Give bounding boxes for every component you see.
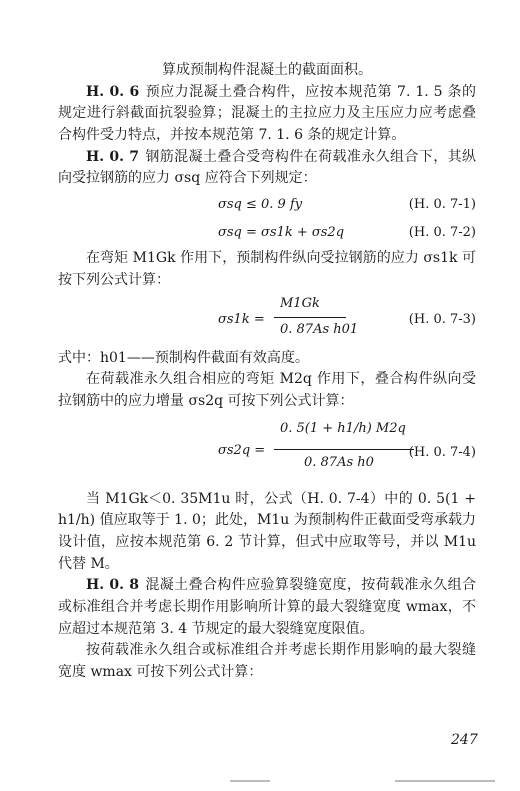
clause-h-0-6 <box>58 82 476 147</box>
formula-lhs: σs2q = <box>218 442 266 458</box>
fraction-bar <box>274 449 414 450</box>
paragraph-m2q: 在荷载准永久组合相应的弯矩 M2q 作用下，叠合构件纵向受拉钢筋中的应力增量 σs2q 可按下列公式计算： <box>58 371 476 409</box>
page-number: 247 <box>451 732 478 748</box>
clause-text: 预应力混凝土叠合构件，应按本规范第 7. 1. 5 条的规定进行斜截面抗裂验算；混凝土的主拉应力及主压应力应考虑叠合构件受力特点，并按本规范第 7. 1. 6 条的规定计算。 <box>58 83 476 144</box>
paragraph-condition: 当 M1Gk＜0. 35M1u 时，公式（H. 0. 7-4）中的 0. 5(1 + h1/h) 值应取等于 1. 0；此处，M1u 为预制构件正截面受弯承载力设计值，应按本规范第 6. 2 节计算，但式中应取等号，并以 M1u 代替 M。 <box>58 490 476 572</box>
fraction-bar <box>274 317 346 318</box>
scan-artifact <box>230 780 270 782</box>
formula-h-0-7-1 <box>58 192 476 218</box>
text-line-continuation: 算成预制构件混凝土的截面面积。 <box>162 62 372 78</box>
formula-numerator: M1Gk <box>280 295 320 311</box>
scan-artifact <box>395 780 495 782</box>
clause-number: H. 0. 6 <box>86 83 140 100</box>
formula-number: (H. 0. 7-2) <box>408 225 476 241</box>
formula-number: (H. 0. 7-1) <box>408 197 476 213</box>
formula-numerator: 0. 5(1 + h1/h) M2q <box>280 420 406 436</box>
formula-expression: σsq ≤ 0. 9 fy <box>218 197 303 213</box>
clause-h-0-7 <box>58 147 476 190</box>
clause-text: 混凝土叠合构件应验算裂缝宽度，按荷载准永久组合或标准组合并考虑长期作用影响所计算的最大裂缝宽度 wmax，不应超过本规范第 3. 4 节规定的最大裂缝宽度限值。 <box>58 577 476 637</box>
clause-number: H. 0. 8 <box>86 577 139 594</box>
formula-expression: σsq = σs1k + σs2q <box>218 225 345 241</box>
paragraph-crack-width: 按荷载准永久组合或标准组合并考虑长期作用影响的最大裂缝宽度 wmax 可按下列公式计算： <box>58 642 476 681</box>
formula-number: (H. 0. 7-3) <box>408 311 476 327</box>
formula-number: (H. 0. 7-4) <box>408 444 476 460</box>
paragraph-m1gk: 在弯矩 M1Gk 作用下，预制构件纵向受拉钢筋的应力 σs1k 可按下列公式计算： <box>58 250 476 288</box>
formula-denominator: 0. 87As h01 <box>280 321 359 337</box>
formula-lhs: σs1k = <box>218 311 265 327</box>
formula-denominator: 0. 87As h0 <box>304 454 374 470</box>
formula-h-0-7-3 <box>58 294 476 346</box>
clause-text: 钢筋混凝土叠合受弯构件在荷载准永久组合下，其纵向受拉钢筋的应力 σsq 应符合下列规定： <box>58 148 476 187</box>
clause-number: H. 0. 7 <box>86 148 139 165</box>
page-body <box>58 60 476 684</box>
formula-h-0-7-4 <box>58 415 476 487</box>
formula-h-0-7-2 <box>58 220 476 246</box>
clause-h-0-8 <box>58 575 476 640</box>
where-clause: 式中：h01——预制构件截面有效高度。 <box>58 349 309 366</box>
